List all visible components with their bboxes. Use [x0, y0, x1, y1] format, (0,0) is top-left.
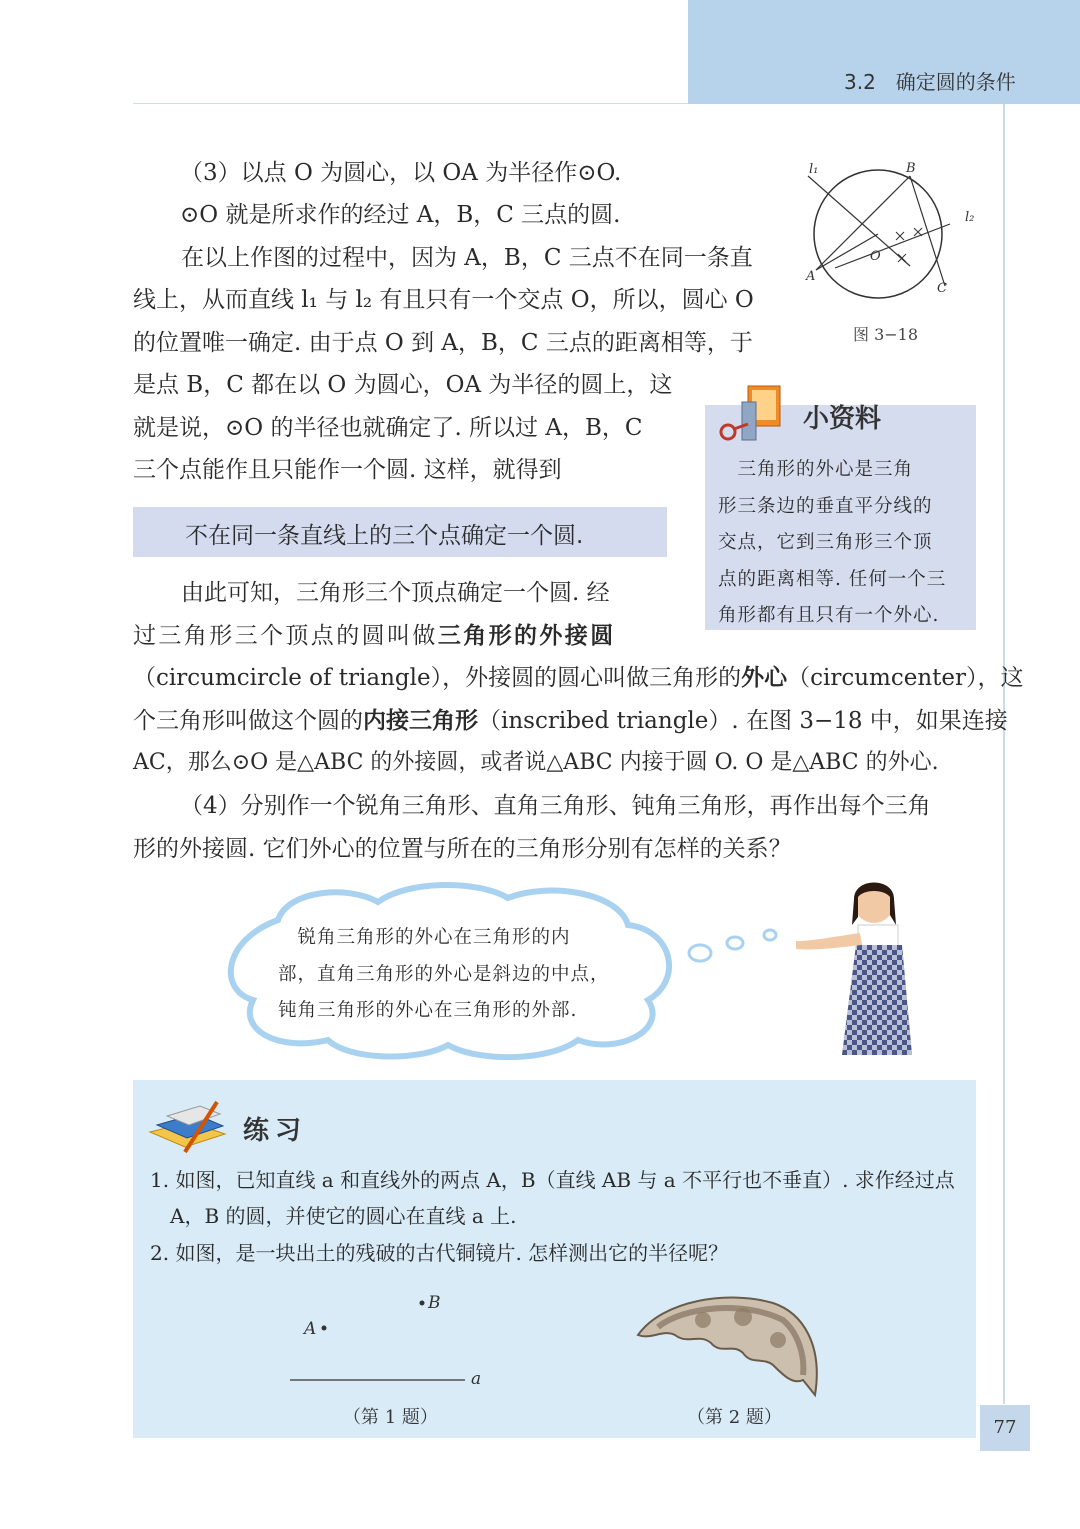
text-line: 个三角形叫做这个圆的内接三角形（inscribed triangle）. 在图 3−18 中，如果连接 — [133, 706, 1008, 734]
computer-key-icon — [714, 376, 792, 446]
text-line: 点的距离相等. 任何一个三 — [718, 568, 947, 590]
text-line: 交点，它到三角形三个顶 — [718, 532, 933, 553]
exercise-question-1 — [150, 1162, 955, 1234]
text-line: 形的外接圆. 它们外心的位置与所在的三角形分别有怎样的关系？ — [133, 835, 792, 862]
section-title: 3.2 确定圆的条件 — [844, 70, 1016, 94]
text-line: 是点 B，C 都在以 O 为圆心，OA 为半径的圆上，这 — [133, 372, 673, 398]
text-line: AC，那么⊙O 是△ABC 的外接圆，或者说△ABC 内接于圆 O. O 是△ABC 的外心. — [133, 750, 939, 775]
text-line: 钝角三角形的外心在三角形的外部. — [278, 1000, 578, 1021]
term-circumcenter: 外心 — [741, 664, 788, 691]
sidebar-text — [718, 452, 946, 635]
text-line: ⊙O 就是所求作的经过 A，B，C 三点的圆. — [180, 202, 621, 228]
label-line-a: a — [471, 1369, 482, 1389]
cloud-text — [278, 920, 610, 1030]
label-l1: l₁ — [809, 162, 819, 177]
label-l2: l₂ — [965, 210, 975, 225]
label-b: B — [906, 161, 916, 176]
label-a: A — [304, 1319, 317, 1339]
term-inscribed-triangle: 内接三角形 — [363, 706, 478, 734]
theorem-text: 不在同一条直线上的三个点确定一个圆. — [185, 523, 584, 549]
text-line: 三个点能作且只能作一个圆. 这样，就得到 — [133, 457, 562, 483]
exercise-title: 练习 — [243, 1116, 308, 1146]
text-line: 角形都有且只有一个外心. — [718, 605, 940, 626]
text-line: （4）分别作一个锐角三角形、直角三角形、钝角三角形，再作出每个三角 — [180, 793, 931, 819]
thought-bubbles — [685, 925, 785, 965]
text-line: （3）以点 O 为圆心，以 OA 为半径作⊙O. — [180, 160, 622, 186]
text-line: 由此可知，三角形三个顶点确定一个圆. 经 — [158, 580, 610, 606]
sidebar-title: 小资料 — [803, 404, 882, 434]
text-line: 就是说，⊙O 的半径也就确定了. 所以过 A，B，C — [133, 414, 643, 441]
construction-step-4 — [133, 785, 931, 870]
text-line: 形三条边的垂直平分线的 — [718, 495, 933, 517]
label-c: C — [937, 281, 947, 296]
paragraph-construction-explanation — [133, 194, 754, 492]
header-divider — [133, 103, 688, 104]
text-line: 在以上作图的过程中，因为 A，B，C 三点不在同一条直 — [158, 244, 753, 271]
text-line: 部，直角三角形的外心是斜边的中点， — [278, 963, 610, 985]
figure-3-18-circle-construction — [800, 158, 985, 308]
text-line: A，B 的圆，并使它的圆心在直线 a 上. — [150, 1204, 517, 1228]
exercise-2-caption: （第 2 题） — [687, 1407, 782, 1428]
figure-caption: 图 3−18 — [853, 325, 919, 344]
label-o: O — [870, 249, 881, 264]
text-line: 1. 如图，已知直线 a 和直线外的两点 A，B（直线 AB 与 a 不平行也不垂直）. 求作经过点 — [150, 1168, 955, 1192]
construction-step-3 — [180, 152, 621, 195]
label-b: B — [428, 1293, 441, 1313]
page-number: 77 — [980, 1405, 1030, 1451]
bronze-mirror-fragment-image — [633, 1285, 828, 1400]
label-a: A — [806, 269, 816, 284]
text-line: 三角形的外心是三角 — [718, 459, 914, 480]
books-pencil-icon — [145, 1092, 230, 1157]
text-line: 2. 如图，是一块出土的残破的古代铜镜片. 怎样测出它的半径呢？ — [150, 1241, 729, 1265]
text-line: 锐角三角形的外心在三角形的内 — [278, 927, 571, 948]
exercise-1-caption: （第 1 题） — [343, 1407, 438, 1428]
text-line: 的位置唯一确定. 由于点 O 到 A，B，C 三点的距离相等，于 — [133, 329, 753, 356]
text-line: 过三角形三个顶点的圆叫做三角形的外接圆 — [133, 621, 616, 649]
exercise-question-2 — [150, 1235, 728, 1271]
text-line: 线上，从而直线 l₁ 与 l₂ 有且只有一个交点 O，所以，圆心 O — [133, 287, 754, 313]
exercise-1-figure — [280, 1290, 490, 1390]
girl-illustration — [792, 875, 922, 1060]
term-circumcircle: 三角形的外接圆 — [437, 621, 616, 649]
text-line: （circumcircle of triangle），外接圆的圆心叫做三角形的外心（circumcenter），这 — [133, 664, 1024, 691]
